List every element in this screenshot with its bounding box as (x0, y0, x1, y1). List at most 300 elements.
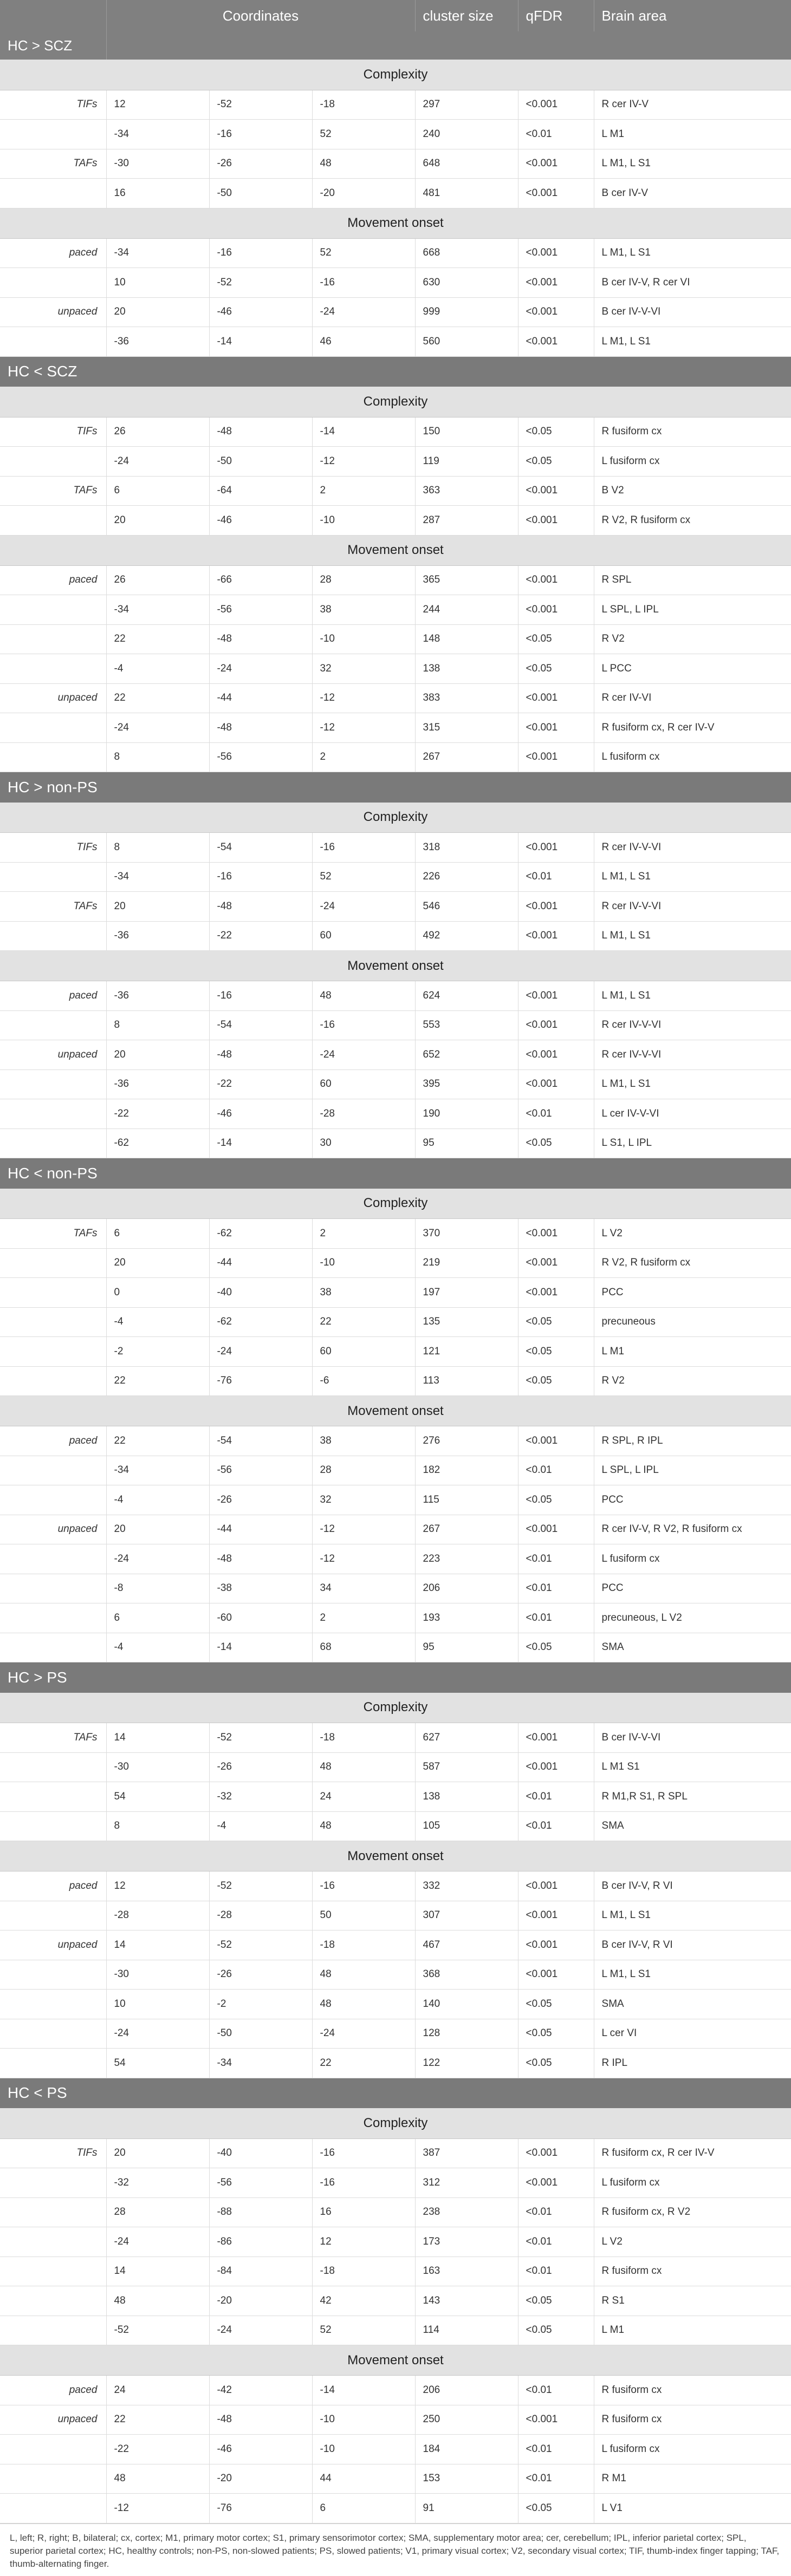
coord-y-cell: -2 (209, 1990, 312, 2019)
coord-x-cell: 14 (106, 2257, 209, 2286)
coord-y-cell: -48 (209, 1544, 312, 1574)
condition-cell: unpaced (0, 2405, 106, 2435)
table-row (0, 1901, 791, 1931)
subsection-row (0, 535, 791, 565)
coord-z-cell: 44 (312, 2464, 415, 2494)
coord-z-cell: -6 (312, 1366, 415, 1396)
cluster-size-cell: 276 (415, 1426, 518, 1456)
coord-y-cell: -86 (209, 2227, 312, 2257)
cluster-size-cell: 587 (415, 1752, 518, 1782)
condition-cell: TAFs (0, 476, 106, 506)
cluster-size-cell: 184 (415, 2435, 518, 2464)
coord-z-cell: 68 (312, 1633, 415, 1662)
condition-cell (0, 1248, 106, 1278)
qfdr-cell: <0.01 (518, 2376, 594, 2405)
table-row (0, 1485, 791, 1515)
coord-y-cell: -16 (209, 981, 312, 1011)
qfdr-cell: <0.001 (518, 1040, 594, 1070)
coord-z-cell: -16 (312, 833, 415, 863)
coord-y-cell: -48 (209, 624, 312, 654)
table-row (0, 1871, 791, 1901)
coord-z-cell: -14 (312, 2376, 415, 2405)
subsection-row (0, 1189, 791, 1219)
header-cluster-size: cluster size (415, 0, 518, 31)
coord-z-cell: 38 (312, 595, 415, 625)
coord-z-cell: -12 (312, 1515, 415, 1544)
condition-cell (0, 1307, 106, 1337)
qfdr-cell: <0.001 (518, 1426, 594, 1456)
cluster-size-cell: 240 (415, 120, 518, 149)
coord-x-cell: 8 (106, 833, 209, 863)
qfdr-cell: <0.05 (518, 1485, 594, 1515)
comparison-title: HC < non-PS (0, 1158, 791, 1189)
subsection-title: Complexity (0, 60, 791, 90)
coord-y-cell: -76 (209, 2494, 312, 2523)
table-body (0, 60, 791, 2523)
coord-z-cell: -10 (312, 1248, 415, 1278)
coord-y-cell: -16 (209, 238, 312, 268)
coord-y-cell: -48 (209, 2405, 312, 2435)
brain-area-cell: R SPL, R IPL (594, 1426, 791, 1456)
coord-z-cell: -16 (312, 2138, 415, 2168)
brain-area-cell: L SPL, L IPL (594, 595, 791, 625)
coord-x-cell: -34 (106, 120, 209, 149)
table-row (0, 2464, 791, 2494)
coord-y-cell: -48 (209, 713, 312, 743)
condition-cell (0, 2168, 106, 2198)
brain-area-cell: B cer IV-V-VI (594, 1723, 791, 1753)
coord-y-cell: -14 (209, 1129, 312, 1158)
qfdr-cell: <0.001 (518, 268, 594, 298)
coord-x-cell: 20 (106, 506, 209, 536)
coord-y-cell: -48 (209, 892, 312, 922)
table-row (0, 1574, 791, 1603)
coord-x-cell: -4 (106, 1485, 209, 1515)
table-row (0, 1811, 791, 1841)
coord-y-cell: -56 (209, 742, 312, 772)
condition-cell (0, 2227, 106, 2257)
coord-x-cell: 8 (106, 1010, 209, 1040)
coord-z-cell: 50 (312, 1901, 415, 1931)
coord-z-cell: -12 (312, 1544, 415, 1574)
table-row (0, 981, 791, 1011)
coord-x-cell: 14 (106, 1723, 209, 1753)
coord-z-cell: -28 (312, 1099, 415, 1129)
condition-cell (0, 2286, 106, 2316)
coord-z-cell: 60 (312, 921, 415, 951)
brain-area-cell: R fusiform cx (594, 2376, 791, 2405)
coord-z-cell: 28 (312, 565, 415, 595)
coord-z-cell: -16 (312, 1010, 415, 1040)
cluster-size-cell: 153 (415, 2464, 518, 2494)
qfdr-cell: <0.01 (518, 2197, 594, 2227)
coord-y-cell: -50 (209, 179, 312, 208)
condition-cell (0, 1456, 106, 1485)
cluster-size-cell: 267 (415, 1515, 518, 1544)
table-row (0, 713, 791, 743)
table-row (0, 1456, 791, 1485)
coord-x-cell: 24 (106, 2376, 209, 2405)
coord-x-cell: 6 (106, 1603, 209, 1633)
qfdr-cell: <0.001 (518, 1219, 594, 1249)
coord-z-cell: 16 (312, 2197, 415, 2227)
cluster-size-cell: 114 (415, 2316, 518, 2345)
brain-area-cell: B cer IV-V, R VI (594, 1871, 791, 1901)
coord-y-cell: -40 (209, 2138, 312, 2168)
coord-z-cell: -18 (312, 2257, 415, 2286)
brain-area-cell: R fusiform cx (594, 2405, 791, 2435)
coord-z-cell: 6 (312, 2494, 415, 2523)
condition-cell (0, 120, 106, 149)
brain-area-cell: R IPL (594, 2049, 791, 2078)
coord-z-cell: -20 (312, 179, 415, 208)
table-row (0, 1366, 791, 1396)
brain-area-cell: R M1 (594, 2464, 791, 2494)
qfdr-cell: <0.001 (518, 1960, 594, 1990)
cluster-size-cell: 307 (415, 1901, 518, 1931)
coord-x-cell: 20 (106, 892, 209, 922)
coord-x-cell: -32 (106, 2168, 209, 2198)
subsection-title: Movement onset (0, 1841, 791, 1871)
brain-area-cell: R cer IV-V-VI (594, 892, 791, 922)
qfdr-cell: <0.05 (518, 2316, 594, 2345)
table-row (0, 1752, 791, 1782)
qfdr-cell: <0.05 (518, 2494, 594, 2523)
cluster-size-cell: 387 (415, 2138, 518, 2168)
coord-y-cell: -26 (209, 1485, 312, 1515)
coord-z-cell: 34 (312, 1574, 415, 1603)
brain-area-cell: L cer IV-V-VI (594, 1099, 791, 1129)
table-row (0, 179, 791, 208)
table-row (0, 268, 791, 298)
cluster-size-cell: 128 (415, 2019, 518, 2049)
coord-x-cell: -24 (106, 1544, 209, 1574)
coord-x-cell: -36 (106, 1069, 209, 1099)
coord-x-cell: 8 (106, 742, 209, 772)
coord-z-cell: -12 (312, 713, 415, 743)
cluster-size-cell: 297 (415, 90, 518, 120)
condition-cell: TAFs (0, 892, 106, 922)
coord-z-cell: -24 (312, 2019, 415, 2049)
subsection-row (0, 2108, 791, 2138)
table-row (0, 2494, 791, 2523)
coord-y-cell: -20 (209, 2464, 312, 2494)
coord-z-cell: -18 (312, 1931, 415, 1960)
coord-y-cell: -16 (209, 120, 312, 149)
condition-cell: unpaced (0, 297, 106, 327)
qfdr-cell: <0.05 (518, 1129, 594, 1158)
qfdr-cell: <0.001 (518, 90, 594, 120)
brain-area-cell: R cer IV-V, R V2, R fusiform cx (594, 1515, 791, 1544)
condition-cell (0, 1901, 106, 1931)
coord-x-cell: -62 (106, 1129, 209, 1158)
coord-y-cell: -16 (209, 862, 312, 892)
table-footnote: L, left; R, right; B, bilateral; cx, cortex; M1, primary motor cortex; S1, primary sensorimotor cortex; SMA, supplementary motor area; cer, cerebellum; IPL, inferior parietal cortex; SPL, superior parietal cortex; HC, healthy controls; non-PS, non-slowed patients; PS, slowed patients; V1, primary visual cortex; V2, secondary visual cortex; TIF, thumb-index finger tapping; TAF, thumb-alternating finger. (0, 2523, 791, 2576)
brain-area-cell: R cer IV-V-VI (594, 833, 791, 863)
subsection-title: Movement onset (0, 1396, 791, 1426)
coord-x-cell: -36 (106, 327, 209, 357)
cluster-size-cell: 206 (415, 1574, 518, 1603)
coord-z-cell: 48 (312, 981, 415, 1011)
qfdr-cell: <0.01 (518, 1099, 594, 1129)
coord-z-cell: 32 (312, 1485, 415, 1515)
condition-cell (0, 447, 106, 477)
subsection-title: Complexity (0, 2108, 791, 2138)
cluster-size-cell: 122 (415, 2049, 518, 2078)
table-row (0, 1603, 791, 1633)
coord-x-cell: -34 (106, 862, 209, 892)
condition-cell (0, 2435, 106, 2464)
table-row (0, 1515, 791, 1544)
cluster-size-cell: 121 (415, 1337, 518, 1367)
coord-y-cell: -52 (209, 1723, 312, 1753)
brain-area-cell: R V2, R fusiform cx (594, 506, 791, 536)
coord-z-cell: 52 (312, 862, 415, 892)
coord-z-cell: 60 (312, 1069, 415, 1099)
qfdr-cell: <0.05 (518, 654, 594, 684)
cluster-size-cell: 553 (415, 1010, 518, 1040)
coord-z-cell: 28 (312, 1456, 415, 1485)
qfdr-cell: <0.001 (518, 1278, 594, 1308)
cluster-size-cell: 287 (415, 506, 518, 536)
cluster-size-cell: 315 (415, 713, 518, 743)
qfdr-cell: <0.001 (518, 1871, 594, 1901)
coord-z-cell: 30 (312, 1129, 415, 1158)
cluster-size-cell: 226 (415, 862, 518, 892)
table-row (0, 1219, 791, 1249)
cluster-size-cell: 370 (415, 1219, 518, 1249)
condition-cell (0, 1069, 106, 1099)
qfdr-cell: <0.05 (518, 447, 594, 477)
subsection-title: Movement onset (0, 2345, 791, 2376)
coord-y-cell: -54 (209, 1426, 312, 1456)
coord-x-cell: -30 (106, 1752, 209, 1782)
condition-cell (0, 1010, 106, 1040)
coord-x-cell: -52 (106, 2316, 209, 2345)
coord-z-cell: 22 (312, 2049, 415, 2078)
coord-x-cell: -24 (106, 713, 209, 743)
coord-x-cell: 22 (106, 683, 209, 713)
condition-cell: paced (0, 1871, 106, 1901)
table-row (0, 921, 791, 951)
coord-y-cell: -56 (209, 1456, 312, 1485)
coord-y-cell: -26 (209, 1960, 312, 1990)
coord-z-cell: 60 (312, 1337, 415, 1367)
condition-cell: paced (0, 981, 106, 1011)
cluster-size-cell: 365 (415, 565, 518, 595)
brain-area-cell: SMA (594, 1990, 791, 2019)
table-row (0, 120, 791, 149)
coord-y-cell: -48 (209, 417, 312, 447)
qfdr-cell: <0.05 (518, 417, 594, 447)
brain-area-cell: R cer IV-V (594, 90, 791, 120)
condition-cell (0, 2197, 106, 2227)
brain-area-cell: L V2 (594, 2227, 791, 2257)
coord-y-cell: -66 (209, 565, 312, 595)
qfdr-cell: <0.01 (518, 2435, 594, 2464)
coord-y-cell: -38 (209, 1574, 312, 1603)
qfdr-cell: <0.05 (518, 1990, 594, 2019)
qfdr-cell: <0.001 (518, 2168, 594, 2198)
header-qfdr: qFDR (518, 0, 594, 31)
qfdr-cell: <0.001 (518, 1901, 594, 1931)
coord-x-cell: 28 (106, 2197, 209, 2227)
brain-area-cell: R cer IV-V-VI (594, 1040, 791, 1070)
qfdr-cell: <0.001 (518, 1515, 594, 1544)
cluster-size-cell: 95 (415, 1129, 518, 1158)
coord-y-cell: -52 (209, 1931, 312, 1960)
table-row (0, 506, 791, 536)
table-row (0, 1723, 791, 1753)
brain-area-cell: L M1, L S1 (594, 238, 791, 268)
header-corner (0, 0, 106, 31)
subsection-row (0, 1396, 791, 1426)
condition-cell: TAFs (0, 1723, 106, 1753)
condition-cell: unpaced (0, 683, 106, 713)
coord-y-cell: -46 (209, 297, 312, 327)
qfdr-cell: <0.01 (518, 862, 594, 892)
table-row (0, 2286, 791, 2316)
brain-area-cell: L M1 (594, 120, 791, 149)
table-row (0, 624, 791, 654)
table-row (0, 2168, 791, 2198)
qfdr-cell: <0.001 (518, 683, 594, 713)
coord-y-cell: -44 (209, 1515, 312, 1544)
brain-area-cell: PCC (594, 1574, 791, 1603)
coord-z-cell: -14 (312, 417, 415, 447)
condition-cell: TAFs (0, 1219, 106, 1249)
condition-cell: unpaced (0, 1040, 106, 1070)
condition-cell: unpaced (0, 1515, 106, 1544)
coord-z-cell: 52 (312, 238, 415, 268)
brain-area-cell: R fusiform cx (594, 2257, 791, 2286)
coord-y-cell: -14 (209, 327, 312, 357)
qfdr-cell: <0.001 (518, 892, 594, 922)
table-row (0, 1426, 791, 1456)
coord-x-cell: -4 (106, 654, 209, 684)
condition-cell (0, 1960, 106, 1990)
coord-y-cell: -34 (209, 2049, 312, 2078)
brain-area-cell: L fusiform cx (594, 742, 791, 772)
cluster-size-cell: 138 (415, 654, 518, 684)
table-row (0, 654, 791, 684)
table-row (0, 2138, 791, 2168)
cluster-size-cell: 318 (415, 833, 518, 863)
cluster-size-cell: 312 (415, 2168, 518, 2198)
subsection-row (0, 60, 791, 90)
table-row (0, 476, 791, 506)
coord-x-cell: 48 (106, 2286, 209, 2316)
coord-y-cell: -76 (209, 1366, 312, 1396)
condition-cell (0, 327, 106, 357)
subsection-row (0, 1841, 791, 1871)
coord-y-cell: -62 (209, 1307, 312, 1337)
subsection-title: Movement onset (0, 951, 791, 981)
cluster-size-cell: 197 (415, 1278, 518, 1308)
condition-cell (0, 2257, 106, 2286)
table-row (0, 1278, 791, 1308)
qfdr-cell: <0.01 (518, 120, 594, 149)
cluster-size-cell: 138 (415, 1782, 518, 1812)
qfdr-cell: <0.01 (518, 2464, 594, 2494)
brain-area-cell: L M1, L S1 (594, 921, 791, 951)
coord-z-cell: 48 (312, 1960, 415, 1990)
condition-cell: paced (0, 565, 106, 595)
comparison-row (0, 1158, 791, 1189)
coord-x-cell: 20 (106, 1040, 209, 1070)
table-row (0, 1960, 791, 1990)
coord-z-cell: 2 (312, 476, 415, 506)
coord-x-cell: 22 (106, 1366, 209, 1396)
subsection-row (0, 208, 791, 238)
brain-area-cell: L V2 (594, 1219, 791, 1249)
coord-z-cell: -18 (312, 90, 415, 120)
condition-cell (0, 2494, 106, 2523)
coord-x-cell: 22 (106, 1426, 209, 1456)
table-row (0, 1544, 791, 1574)
table-row (0, 297, 791, 327)
table-row (0, 90, 791, 120)
coord-y-cell: -26 (209, 149, 312, 179)
coord-z-cell: -12 (312, 447, 415, 477)
condition-cell (0, 1129, 106, 1158)
table-row (0, 683, 791, 713)
cluster-size-cell: 546 (415, 892, 518, 922)
coord-y-cell: -46 (209, 506, 312, 536)
qfdr-cell: <0.001 (518, 1931, 594, 1960)
table-row (0, 417, 791, 447)
table-row (0, 1010, 791, 1040)
brain-area-cell: R fusiform cx (594, 417, 791, 447)
cluster-size-cell: 219 (415, 1248, 518, 1278)
qfdr-cell: <0.01 (518, 2227, 594, 2257)
coord-y-cell: -52 (209, 268, 312, 298)
coord-y-cell: -54 (209, 1010, 312, 1040)
cluster-size-cell: 368 (415, 1960, 518, 1990)
cluster-size-cell: 363 (415, 476, 518, 506)
coord-y-cell: -48 (209, 1040, 312, 1070)
table-row (0, 149, 791, 179)
brain-area-cell: R fusiform cx, R cer IV-V (594, 713, 791, 743)
coord-x-cell: 12 (106, 90, 209, 120)
cluster-size-cell: 238 (415, 2197, 518, 2227)
brain-area-cell: L M1, L S1 (594, 327, 791, 357)
brain-area-cell: L fusiform cx (594, 2168, 791, 2198)
brain-area-cell: B cer IV-V-VI (594, 297, 791, 327)
coord-y-cell: -24 (209, 654, 312, 684)
coord-y-cell: -64 (209, 476, 312, 506)
condition-cell (0, 595, 106, 625)
qfdr-cell: <0.001 (518, 833, 594, 863)
coord-z-cell: 52 (312, 2316, 415, 2345)
comparison-row (0, 356, 791, 387)
table-row (0, 327, 791, 357)
subsection-row (0, 803, 791, 833)
qfdr-cell: <0.001 (518, 713, 594, 743)
coord-z-cell: 2 (312, 742, 415, 772)
qfdr-cell: <0.001 (518, 1069, 594, 1099)
coord-x-cell: 12 (106, 1871, 209, 1901)
coord-y-cell: -84 (209, 2257, 312, 2286)
table-row (0, 1040, 791, 1070)
subsection-title: Complexity (0, 387, 791, 417)
coord-x-cell: -34 (106, 238, 209, 268)
cluster-size-cell: 115 (415, 1485, 518, 1515)
coord-x-cell: 22 (106, 2405, 209, 2435)
condition-cell (0, 2019, 106, 2049)
qfdr-cell: <0.001 (518, 742, 594, 772)
table-row (0, 2257, 791, 2286)
